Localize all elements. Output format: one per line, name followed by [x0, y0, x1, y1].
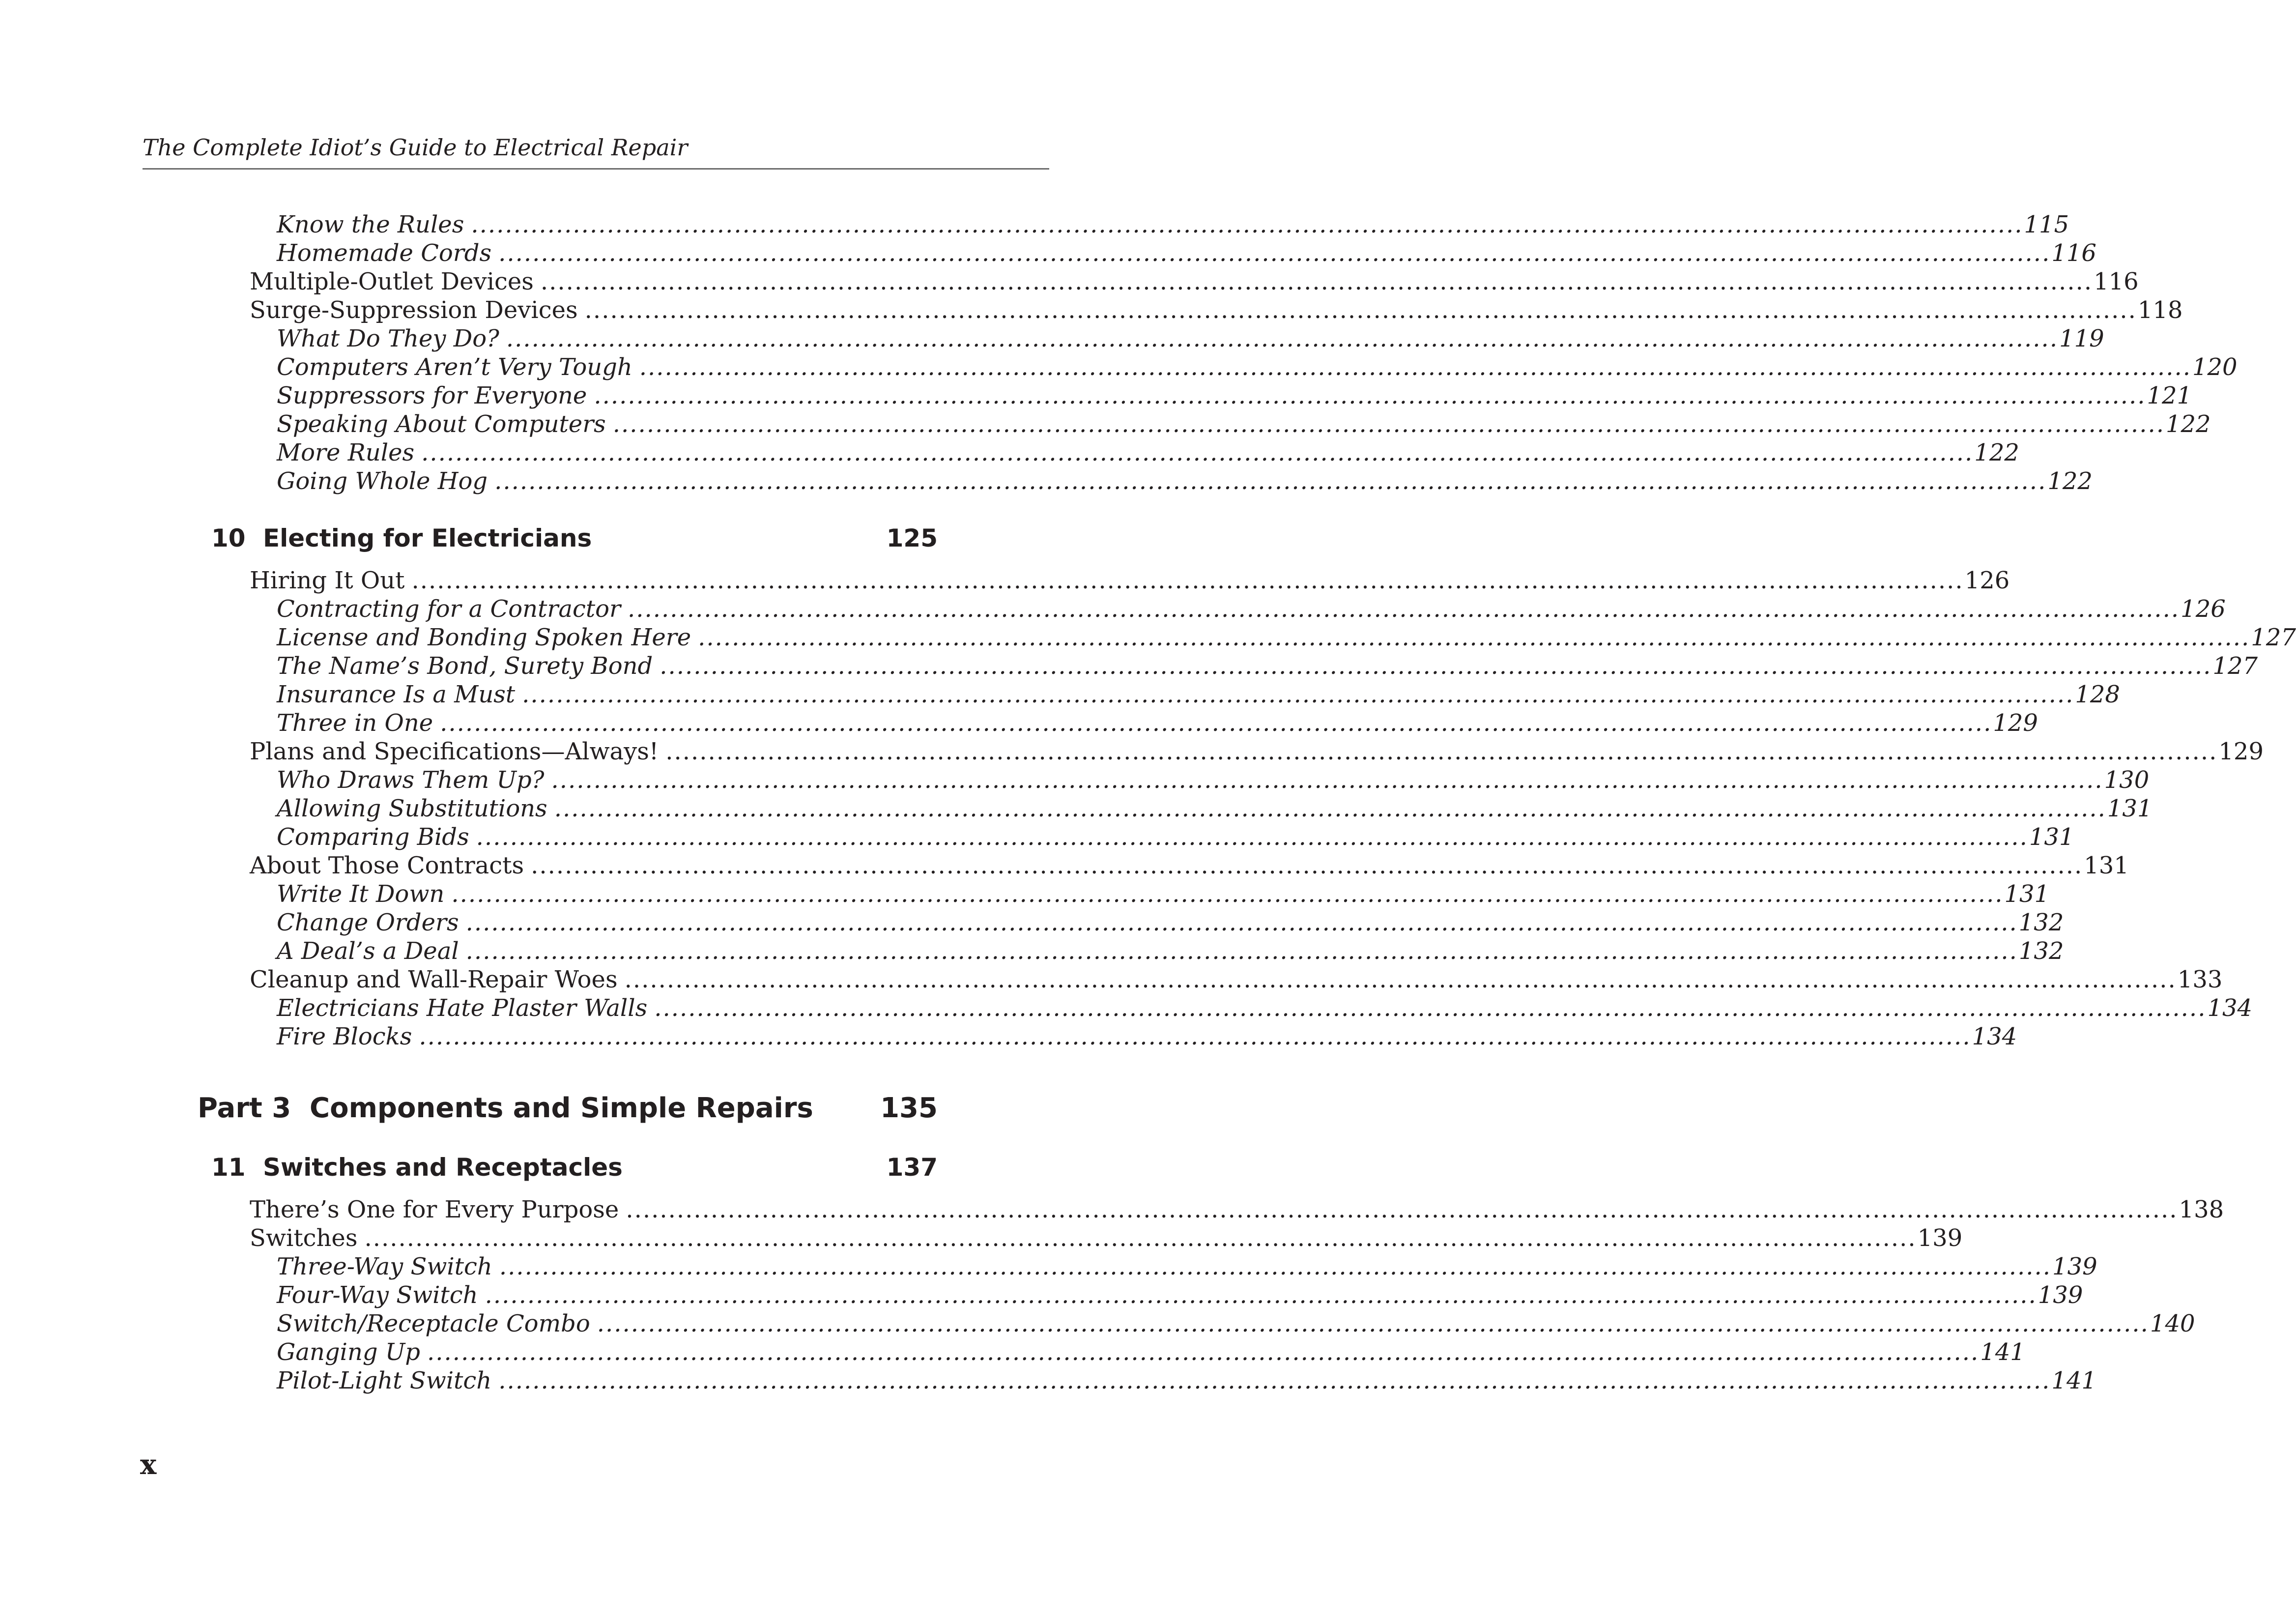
dot-leader: .......................................................................................................................................................................................: [594, 382, 2146, 409]
dot-leader: .......................................................................................................................................................................................: [498, 1367, 2051, 1394]
page-number: 141: [2051, 1367, 2097, 1394]
dot-leader: .......................................................................................................................................................................................: [465, 937, 2018, 965]
header-rule: [143, 168, 1049, 170]
toc-entry[interactable]: [277, 908, 2064, 937]
dot-leader: .......................................................................................................................................................................................: [597, 1310, 2149, 1337]
page-number: 122: [1974, 439, 2019, 466]
entry-title: Allowing Substitutions: [277, 795, 547, 822]
entry-title: Homemade Cords: [277, 239, 492, 267]
page-number: 118: [2137, 296, 2183, 324]
dot-leader: .......................................................................................................................................................................................: [451, 880, 2004, 908]
toc-entry[interactable]: [277, 680, 2120, 709]
page-number: 131: [2107, 795, 2152, 822]
entry-title: Change Orders: [277, 909, 459, 936]
entry-title: A Deal’s a Deal: [277, 937, 459, 965]
page-number: 139: [1917, 1224, 1963, 1252]
entry-title: Pilot-Light Switch: [277, 1367, 492, 1394]
entry-title: Electricians Hate Plaster Walls: [277, 994, 648, 1022]
toc-entry[interactable]: [277, 239, 2096, 267]
chapter-title: Switches and Receptacles: [263, 1153, 623, 1182]
toc-entry[interactable]: [277, 1252, 2097, 1281]
page-folio: x: [140, 1448, 157, 1481]
page-number: 132: [2018, 909, 2064, 936]
page-number: 138: [2179, 1196, 2224, 1223]
chapter-heading[interactable]: [211, 521, 938, 555]
toc-entry[interactable]: [250, 965, 2223, 994]
dot-leader: .......................................................................................................................................................................................: [499, 1253, 2052, 1280]
entry-title: Know the Rules: [277, 211, 464, 238]
entry-title: Multiple-Outlet Devices: [250, 268, 534, 295]
part-title: Components and Simple Repairs: [310, 1092, 813, 1124]
toc-entry[interactable]: [277, 353, 2238, 381]
dot-leader: .......................................................................................................................................................................................: [584, 296, 2137, 324]
dot-leader: .......................................................................................................................................................................................: [494, 467, 2047, 495]
page-number: 134: [2207, 994, 2253, 1022]
toc-entry[interactable]: [277, 652, 2258, 680]
toc-entry[interactable]: [277, 794, 2152, 823]
toc-entry[interactable]: [277, 467, 2093, 495]
entry-title: The Name’s Bond, Surety Bond: [277, 652, 653, 680]
toc-entry[interactable]: [250, 566, 2010, 595]
dot-leader: .......................................................................................................................................................................................: [554, 795, 2106, 822]
entry-title: Switches: [250, 1224, 358, 1252]
page-number: 139: [2038, 1281, 2083, 1309]
page-number: 128: [2075, 681, 2120, 708]
chapter-page-number: 137: [886, 1153, 938, 1182]
toc-entry[interactable]: [250, 851, 2129, 880]
entry-title: Who Draws Them Up?: [277, 766, 545, 794]
toc-entry[interactable]: [277, 438, 2019, 467]
page-number: 131: [2029, 823, 2074, 851]
toc-entry[interactable]: [277, 410, 2211, 438]
toc-entry[interactable]: [277, 766, 2150, 794]
page-number: 126: [2181, 595, 2226, 623]
entry-title: Four-Way Switch: [277, 1281, 478, 1309]
dot-leader: .......................................................................................................................................................................................: [522, 681, 2074, 708]
part-heading[interactable]: [198, 1089, 938, 1128]
chapter-title: Electing for Electricians: [263, 524, 592, 552]
dot-leader: .......................................................................................................................................................................................: [665, 738, 2218, 765]
page-number: 134: [1972, 1023, 2017, 1050]
dot-leader: .......................................................................................................................................................................................: [471, 211, 2023, 238]
page-number: 131: [2004, 880, 2050, 908]
page-number: 121: [2147, 382, 2192, 409]
dot-leader: .......................................................................................................................................................................................: [627, 595, 2180, 623]
dot-leader: .......................................................................................................................................................................................: [421, 439, 1974, 466]
page-number: 120: [2192, 353, 2238, 381]
toc-entry[interactable]: [277, 595, 2226, 623]
dot-leader: .......................................................................................................................................................................................: [660, 652, 2212, 680]
entry-title: Computers Aren’t Very Tough: [277, 353, 632, 381]
toc-entry[interactable]: [277, 1366, 2097, 1395]
toc-entry[interactable]: [250, 296, 2183, 324]
toc-entry[interactable]: [277, 1022, 2017, 1051]
page-number: 116: [2051, 239, 2096, 267]
chapter-number: 10: [211, 524, 246, 552]
page-number: 127: [2212, 652, 2258, 680]
dot-leader: .......................................................................................................................................................................................: [465, 909, 2018, 936]
dot-leader: .......................................................................................................................................................................................: [698, 624, 2250, 651]
page-number: 130: [2104, 766, 2150, 794]
chapter-number: 11: [211, 1153, 246, 1182]
dot-leader: .......................................................................................................................................................................................: [485, 1281, 2037, 1309]
part-page-number: 135: [880, 1092, 938, 1124]
page-number: 116: [2094, 268, 2139, 295]
dot-leader: .......................................................................................................................................................................................: [540, 268, 2093, 295]
toc-entry[interactable]: [250, 1195, 2224, 1224]
entry-title: Comparing Bids: [277, 823, 469, 851]
entry-title: Three in One: [277, 709, 433, 737]
dot-leader: .......................................................................................................................................................................................: [506, 325, 2059, 352]
dot-leader: .......................................................................................................................................................................................: [411, 567, 1964, 594]
toc-entry[interactable]: [277, 880, 2050, 908]
toc-entry[interactable]: [277, 994, 2253, 1022]
toc-entry[interactable]: [277, 937, 2064, 965]
page-number: 127: [2251, 624, 2296, 651]
entry-title: There’s One for Every Purpose: [250, 1196, 619, 1223]
dot-leader: .......................................................................................................................................................................................: [626, 1196, 2178, 1223]
toc-entry[interactable]: [277, 210, 2069, 239]
entry-title: Suppressors for Everyone: [277, 382, 587, 409]
entry-title: Hiring It Out: [250, 567, 405, 594]
dot-leader: .......................................................................................................................................................................................: [612, 410, 2165, 438]
entry-title: Three-Way Switch: [277, 1253, 492, 1280]
page-number: 129: [1993, 709, 2038, 737]
entry-title: Going Whole Hog: [277, 467, 488, 495]
dot-leader: .......................................................................................................................................................................................: [624, 966, 2177, 993]
entry-title: More Rules: [277, 439, 415, 466]
toc-entry[interactable]: [250, 1224, 1963, 1252]
page-number: 126: [1964, 567, 2010, 594]
toc-entry[interactable]: [277, 1338, 2025, 1366]
running-head: The Complete Idiot’s Guide to Electrical Repair: [143, 134, 688, 161]
entry-title: Switch/Receptacle Combo: [277, 1310, 590, 1337]
toc-entry[interactable]: [277, 1309, 2195, 1338]
page-number: 133: [2177, 966, 2223, 993]
dot-leader: .......................................................................................................................................................................................: [654, 994, 2207, 1022]
entry-title: Insurance Is a Must: [277, 681, 516, 708]
dot-leader: .......................................................................................................................................................................................: [427, 1338, 1980, 1366]
chapter-page-number: 125: [886, 524, 938, 552]
entry-title: Cleanup and Wall-Repair Woes: [250, 966, 618, 993]
page-number: 140: [2150, 1310, 2195, 1337]
part-label: Part 3: [198, 1092, 291, 1124]
page-number: 122: [2047, 467, 2093, 495]
page-number: 122: [2165, 410, 2211, 438]
toc-entry[interactable]: [277, 1281, 2083, 1309]
dot-leader: .......................................................................................................................................................................................: [498, 239, 2051, 267]
dot-leader: .......................................................................................................................................................................................: [440, 709, 1992, 737]
page-number: 139: [2052, 1253, 2097, 1280]
dot-leader: .......................................................................................................................................................................................: [364, 1224, 1917, 1252]
chapter-heading[interactable]: [211, 1150, 938, 1185]
toc-entry[interactable]: [250, 267, 2139, 296]
entry-title: Surge-Suppression Devices: [250, 296, 578, 324]
dot-leader: .......................................................................................................................................................................................: [476, 823, 2028, 851]
entry-title: Fire Blocks: [277, 1023, 412, 1050]
entry-title: Ganging Up: [277, 1338, 421, 1366]
page-number: 131: [2084, 852, 2129, 879]
entry-title: Write It Down: [277, 880, 445, 908]
toc-entry[interactable]: [277, 324, 2104, 353]
entry-title: Contracting for a Contractor: [277, 595, 621, 623]
toc-entry[interactable]: [277, 823, 2074, 851]
dot-leader: .......................................................................................................................................................................................: [531, 852, 2083, 879]
entry-title: Speaking About Computers: [277, 410, 606, 438]
dot-leader: .......................................................................................................................................................................................: [639, 353, 2191, 381]
toc-entry[interactable]: [277, 381, 2192, 410]
page-number: 129: [2218, 738, 2264, 765]
dot-leader: .......................................................................................................................................................................................: [419, 1023, 1971, 1050]
entry-title: What Do They Do?: [277, 325, 499, 352]
page-number: 119: [2059, 325, 2104, 352]
dot-leader: .......................................................................................................................................................................................: [551, 766, 2103, 794]
entry-title: About Those Contracts: [250, 852, 524, 879]
toc-entry[interactable]: [277, 623, 2296, 652]
entry-title: Plans and Specifications—Always!: [250, 738, 659, 765]
page-number: 132: [2018, 937, 2064, 965]
entry-title: License and Bonding Spoken Here: [277, 624, 691, 651]
toc-entry[interactable]: [277, 709, 2038, 737]
toc-entry[interactable]: [250, 737, 2264, 766]
page-number: 141: [1980, 1338, 2025, 1366]
page-number: 115: [2024, 211, 2069, 238]
